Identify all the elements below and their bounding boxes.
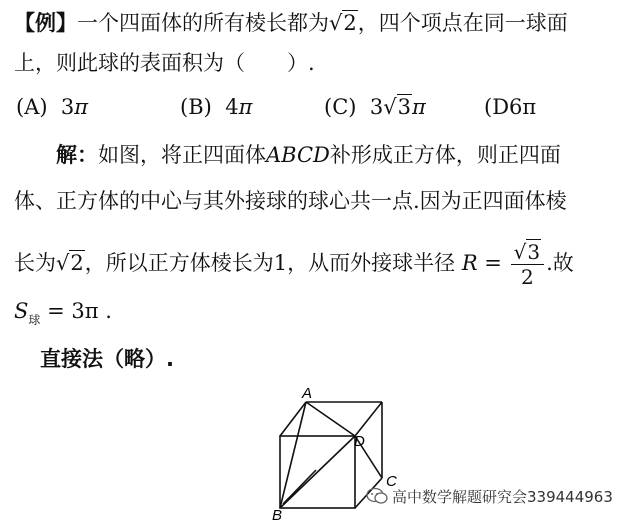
radius-fraction: $\frac{√3}{2}$ <box>511 240 544 289</box>
label-C: C <box>386 473 397 490</box>
problem-line-2: 上，则此球的表面积为（ ）. <box>14 51 315 75</box>
label-A: A <box>302 385 313 402</box>
option-c: (C) 3√3π <box>324 95 426 119</box>
solution-line-3: 长为√2，所以正方体棱长为1，从而外接球半径 R = $\frac{√3}{2}$ .故 <box>14 240 574 289</box>
solution-label: 解： <box>56 143 98 167</box>
watermark <box>366 486 613 507</box>
option-b: (B) 4π <box>180 95 253 119</box>
problem-text-1a: 一个四面体的所有棱长都为 <box>77 11 329 35</box>
sqrt-2: √2 <box>329 11 357 35</box>
tetrahedron-name: ABCD <box>266 143 330 167</box>
option-a: (A) 3π <box>16 95 89 119</box>
label-D: D <box>354 433 365 450</box>
solution-line-4: $S_球 = 3\pi$ . <box>14 299 112 327</box>
watermark-text: 高中数学解题研究会339444963 <box>392 488 613 506</box>
direct-method: 直接法（略）. <box>40 347 174 371</box>
example-label: 【例】 <box>14 11 77 35</box>
label-B: B <box>272 507 283 524</box>
solution-line-2: 体、正方体的中心与其外接球的球心共一点.因为正四面体棱 <box>14 189 567 213</box>
problem-text-1b: ，四个项点在同一球面 <box>357 11 568 35</box>
solution-line-1: 解：如图，将正四面体ABCD补形成正方体，则正四面 <box>56 143 561 167</box>
wechat-icon <box>366 487 388 505</box>
option-d: (D6π <box>484 95 537 119</box>
